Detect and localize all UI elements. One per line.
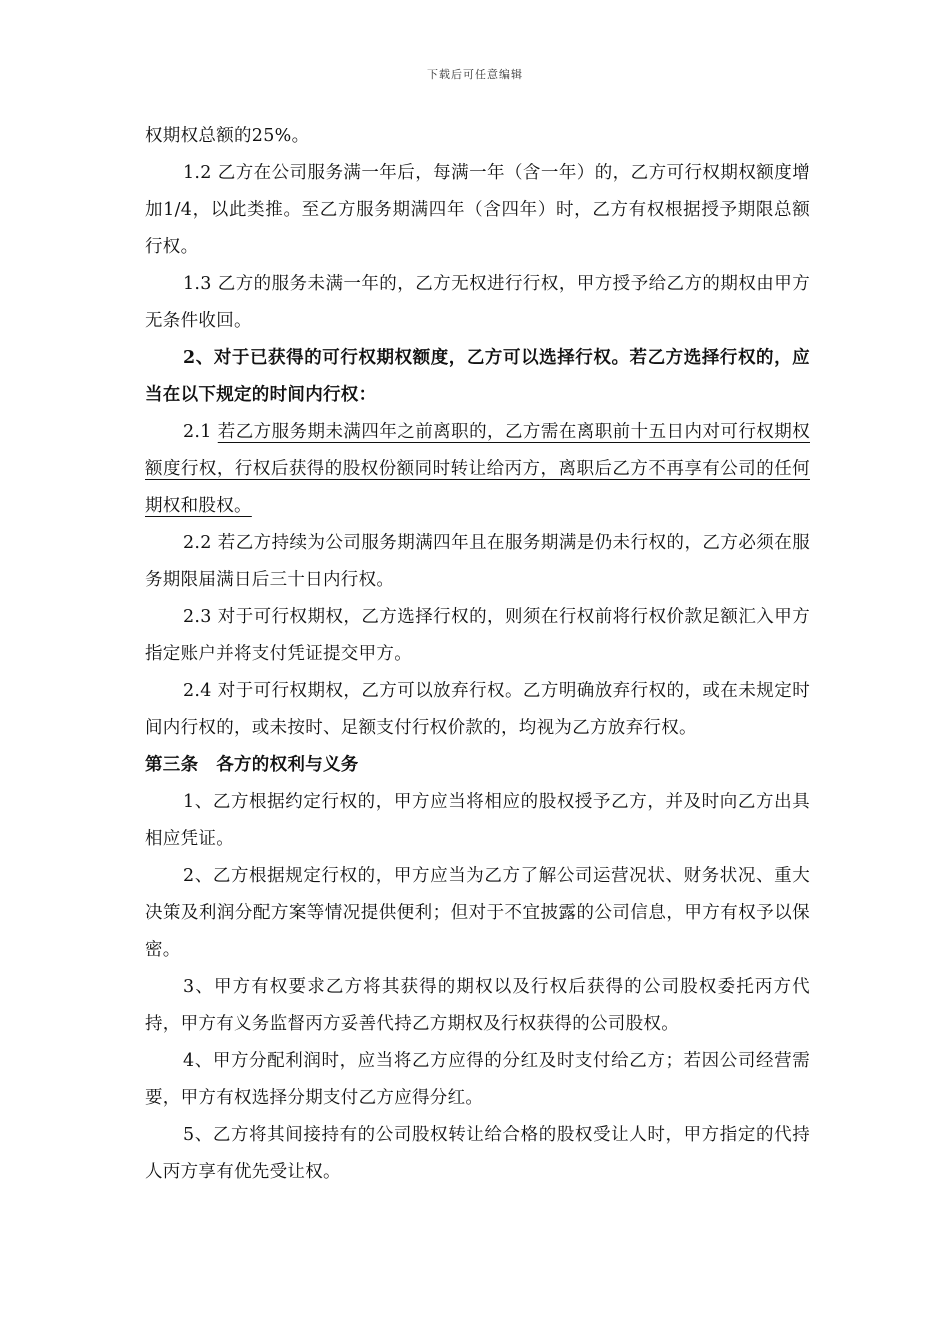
paragraph-2-2: 2.2 若乙方持续为公司服务期满四年且在服务期满是仍未行权的，乙方必须在服务期限届满日后三十日内行权。 — [145, 533, 810, 590]
article-3-heading: 第三条 各方的权利与义务 — [145, 755, 359, 775]
article-3-item-3: 3、甲方有权要求乙方将其获得的期权以及行权后获得的公司股权委托丙方代持，甲方有义务监督丙方妥善代持乙方期权及行权获得的公司股权。 — [145, 977, 810, 1034]
article-3-item-2: 2、乙方根据规定行权的，甲方应当为乙方了解公司运营况状、财务状况、重大决策及利润分配方案等情况提供便利；但对于不宜披露的公司信息，甲方有权予以保密。 — [145, 866, 810, 960]
article-3-item-5: 5、乙方将其间接持有的公司股权转让给合格的股权受让人时，甲方指定的代持人丙方享有优先受让权。 — [145, 1125, 810, 1182]
paragraph-2-1-text: 若乙方服务期未满四年之前离职的，乙方需在离职前十五日内对可行权期权额度行权，行权后获得的股权份额同时转让给丙方，离职后乙方不再享有公司的任何期权和股权。 — [145, 422, 810, 516]
paragraph-1-3: 1.3 乙方的服务未满一年的，乙方无权进行行权，甲方授予给乙方的期权由甲方无条件收回。 — [145, 274, 810, 331]
article-3-item-4: 4、甲方分配利润时，应当将乙方应得的分红及时支付给乙方；若因公司经营需要，甲方有权选择分期支付乙方应得分红。 — [145, 1051, 810, 1108]
paragraph-continuation: 权期权总额的25%。 — [145, 126, 310, 146]
paragraph-2-1 — [145, 414, 810, 525]
paragraph-2-4: 2.4 对于可行权期权，乙方可以放弃行权。乙方明确放弃行权的，或在未规定时间内行权的，或未按时、足额支付行权价款的，均视为乙方放弃行权。 — [145, 681, 810, 738]
article-3-item-1: 1、乙方根据约定行权的，甲方应当将相应的股权授予乙方，并及时向乙方出具相应凭证。 — [145, 792, 810, 849]
paragraph-1-2: 1.2 乙方在公司服务满一年后，每满一年（含一年）的，乙方可行权期权额度增加1/4，以此类推。至乙方服务期满四年（含四年）时，乙方有权根据授予期限总额行权。 — [145, 163, 810, 257]
paragraph-2-3: 2.3 对于可行权期权，乙方选择行权的，则须在行权前将行权价款足额汇入甲方指定账户并将支付凭证提交甲方。 — [145, 607, 810, 664]
document-body — [145, 118, 810, 1191]
page-header: 下载后可任意编辑 — [427, 68, 523, 81]
paragraph-2-1-number: 2.1 — [183, 422, 218, 442]
paragraph-2-heading: 2、对于已获得的可行权期权额度，乙方可以选择行权。若乙方选择行权的，应当在以下规定的时间内行权： — [145, 348, 810, 405]
